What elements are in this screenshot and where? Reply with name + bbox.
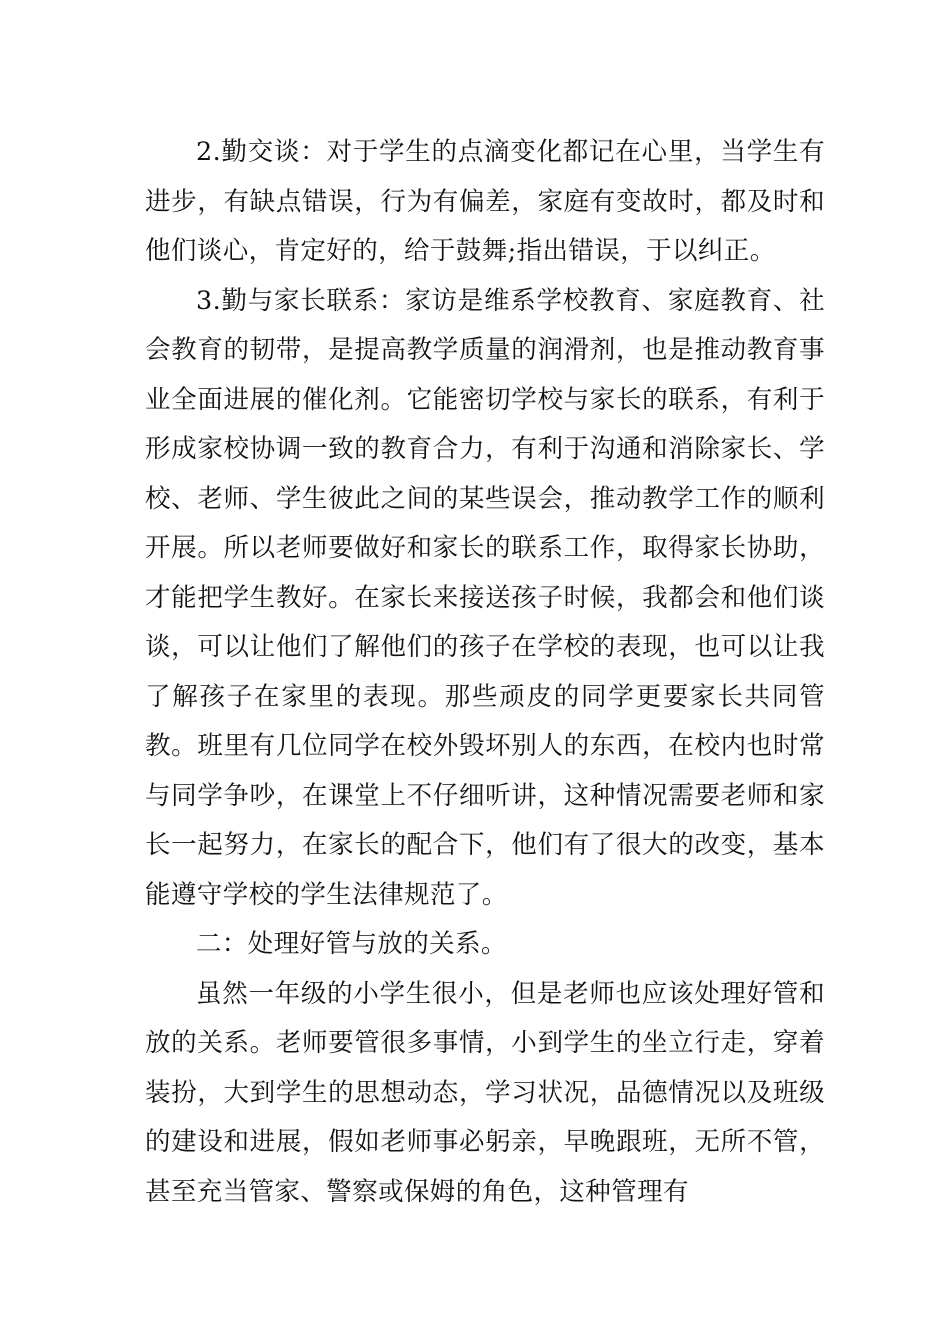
paragraph-parent-contact: 3.勤与家长联系：家访是维系学校教育、家庭教育、社会教育的韧带，是提高教学质量的润滑剂，也是推动教育事业全面进展的催化剂。它能密切学校与家长的联系，有利于形成家校协调一致的教育合力，有利于沟通和消除家长、学校、老师、学生彼此之间的某些误会，推动教学工作的顺利开展。所以老师要做好和家长的联系工作，取得家长协助，才能把学生教好。在家长来接送孩子时候，我都会和他们谈谈，可以让他们了解他们的孩子在学校的表现，也可以让我了解孩子在家里的表现。那些顽皮的同学更要家长共同管教。班里有几位同学在校外毁坏别人的东西，在校内也时常与同学争吵，在课堂上不仔细听讲，这种情况需要老师和家长一起努力，在家长的配合下，他们有了很大的改变，基本能遵守学校的学生法律规范了。 — [145, 285, 825, 910]
paragraph-diligent-talk: 2.勤交谈：对于学生的点滴变化都记在心里，当学生有进步，有缺点错误，行为有偏差，家庭有变故时，都及时和他们谈心，肯定好的，给于鼓舞;指出错误，于以纠正。 — [145, 137, 825, 266]
section-heading-manage-release: 二：处理好管与放的关系。 — [196, 929, 507, 959]
body-text — [145, 128, 825, 1217]
paragraph-manage-release: 虽然一年级的小学生很小，但是老师也应该处理好管和放的关系。老师要管很多事情，小到学生的坐立行走，穿着装扮，大到学生的思想动态，学习状况，品德情况以及班级的建设和进展，假如老师事必躬亲，早晚跟班，无所不管，甚至充当管家、警察或保姆的角色，这种管理有 — [145, 978, 825, 1207]
